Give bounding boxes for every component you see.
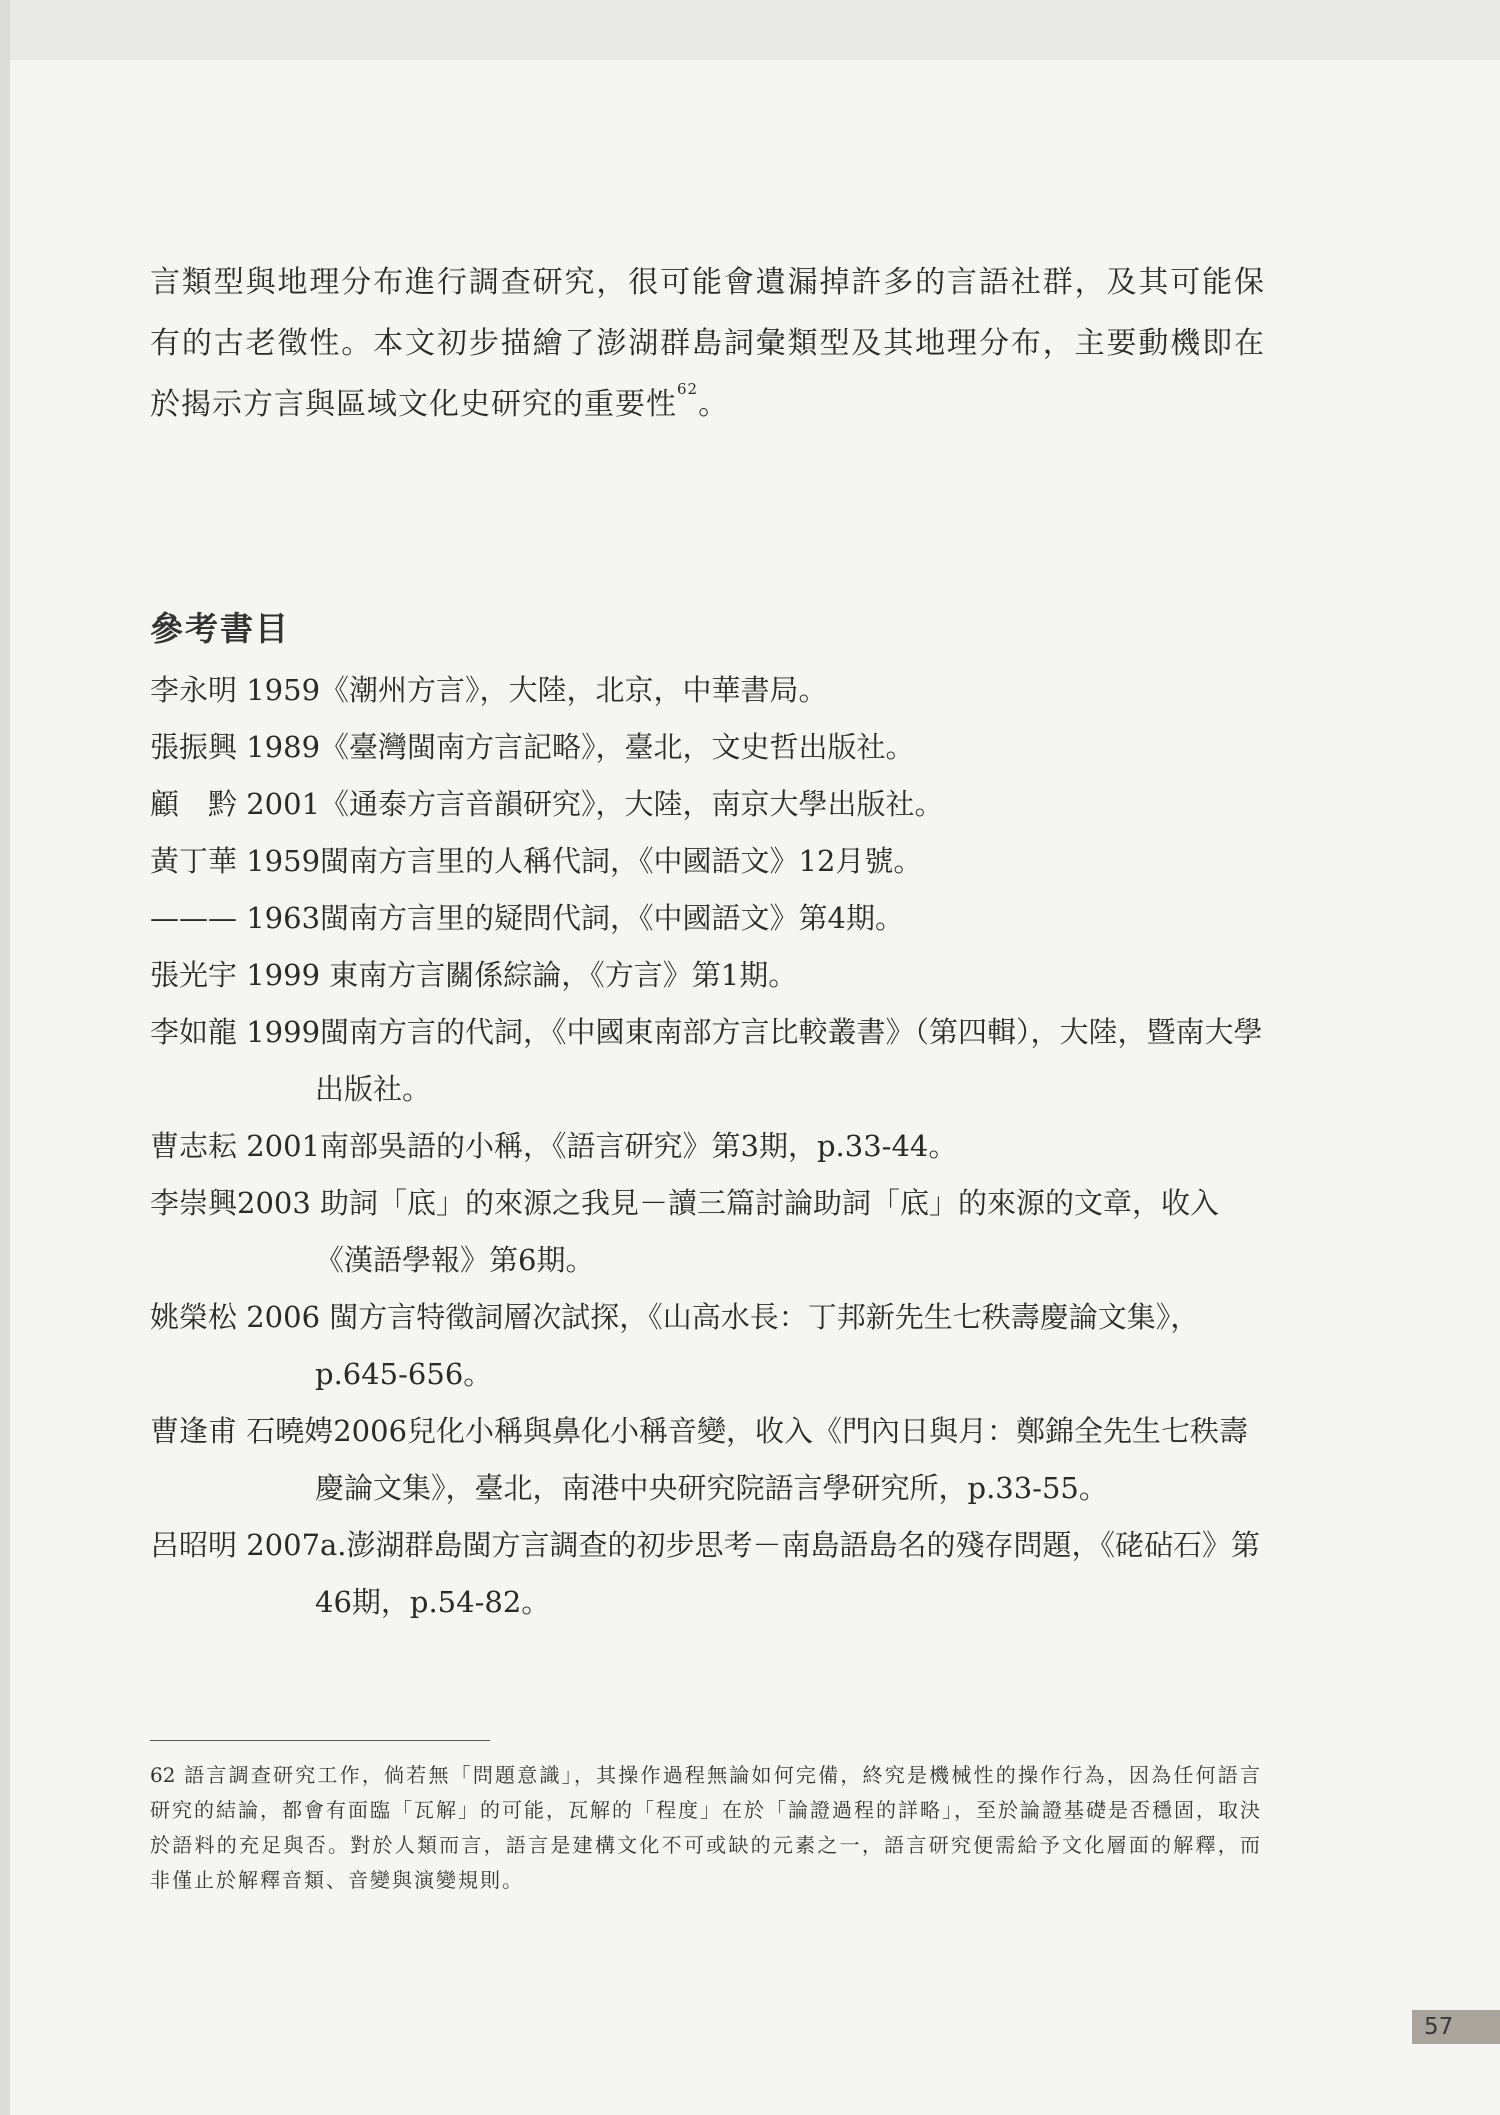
reference-item: 呂昭明 2007a.澎湖群島閩方言調查的初步思考－南島語島名的殘存問題，《硓砧石》第46期，p.54-82。 [150,1528,1261,1619]
reference-item: 李如龍 1999閩南方言的代詞，《中國東南部方言比較叢書》（第四輯），大陸，暨南大學出版社。 [150,1015,1263,1106]
intro-paragraph [150,252,1265,435]
reference-item: 姚榮松 2006 閩方言特徵詞層次試探，《山高水長：丁邦新先生七秩壽慶論文集》，p.645-656。 [150,1300,1200,1391]
reference-item: ——— 1963閩南方言里的疑問代詞，《中國語文》第4期。 [150,901,904,935]
page-top-band [0,0,1500,60]
footnote-reference: 62 [677,380,699,398]
page-number: 57 [1412,2010,1500,2044]
page-left-edge [0,0,10,2115]
references-heading: 參考書目 [150,609,290,648]
reference-item: 張振興 1989《臺灣閩南方言記略》，臺北，文史哲出版社。 [150,730,915,764]
reference-item: 李崇興2003 助詞「底」的來源之我見－讀三篇討論助詞「底」的來源的文章，收入《漢語學報》第6期。 [150,1186,1220,1277]
footnote-number: 62 [150,1763,176,1787]
reference-list [150,662,1265,1631]
intro-body: 言類型與地理分布進行調查研究，很可能會遺漏掉許多的言語社群，及其可能保有的古老徵性。本文初步描繪了澎湖群島詞彙類型及其地理分布，主要動機即在於揭示方言與區域文化史研究的重要性 [150,265,1265,422]
reference-item: 李永明 1959《潮州方言》，大陸，北京，中華書局。 [150,673,828,707]
reference-item: 曹逢甫 石曉娉2006兒化小稱與鼻化小稱音變，收入《門內日與月：鄭錦全先生七秩壽慶論文集》，臺北，南港中央研究院語言學研究所，p.33-55。 [150,1414,1249,1505]
reference-item: 顧 黔 2001《通泰方言音韻研究》，大陸，南京大學出版社。 [150,787,944,821]
intro-ending: 。 [698,387,730,422]
reference-item: 黃丁華 1959閩南方言里的人稱代詞，《中國語文》12月號。 [150,844,923,878]
reference-item: 曹志耘 2001南部吳語的小稱，《語言研究》第3期，p.33-44。 [150,1129,958,1163]
reference-item: 張光宇 1999 東南方言關係綜論，《方言》第1期。 [150,958,798,992]
footnote-divider [150,1740,490,1741]
footnote [150,1758,1262,1898]
footnote-text: 語言調查研究工作，倘若無「問題意識」，其操作過程無論如何完備，終究是機械性的操作行為，因為任何語言研究的結論，都會有面臨「瓦解」的可能，瓦解的「程度」在於「論證過程的詳略」，至於論證基礎是否穩固，取決於語料的充足與否。對於人類而言，語言是建構文化不可或缺的元素之一，語言研究便需給予文化層面的解釋，而非僅止於解釋音類、音變與演變規則。 [150,1763,1262,1892]
